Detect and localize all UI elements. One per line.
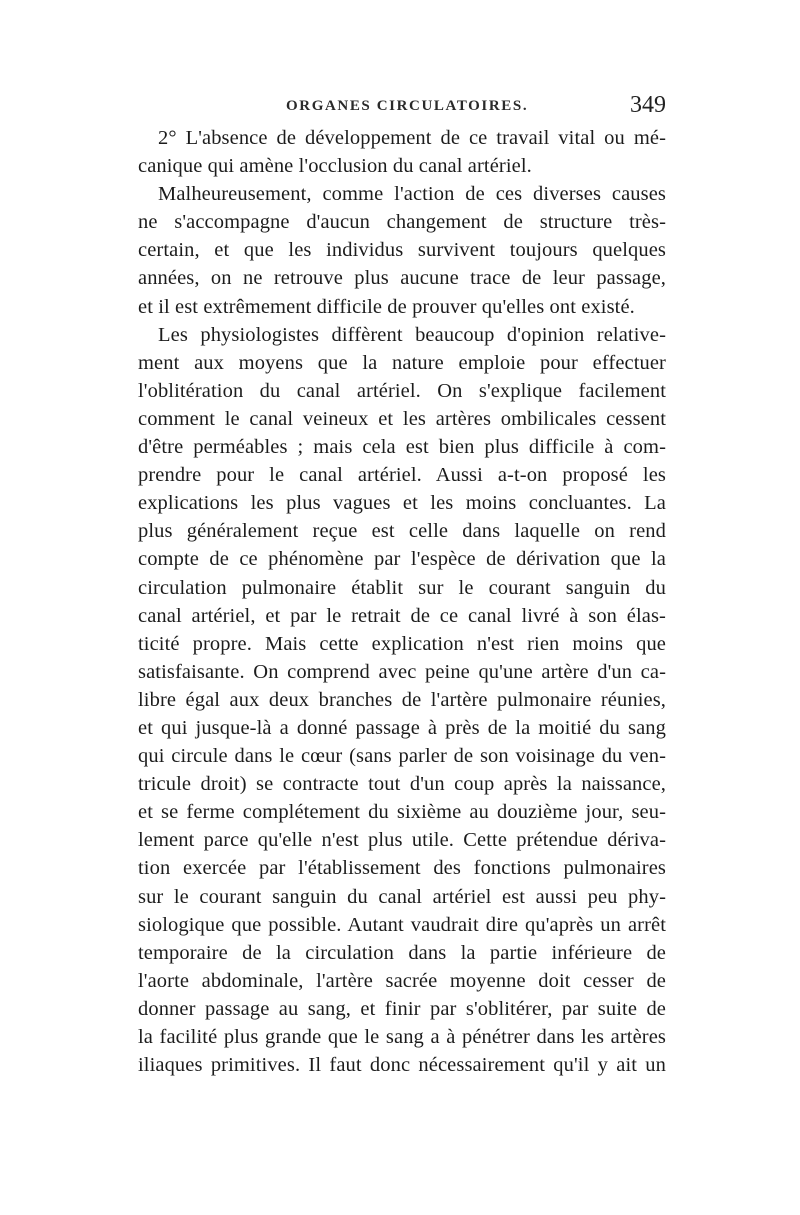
text-line: tion exercée par l'établissement des fonctions pulmonaires bbox=[138, 857, 666, 880]
running-head bbox=[138, 92, 666, 120]
text-line: l'aorte abdominale, l'artère sacrée moyenne doit cesser de bbox=[138, 969, 666, 992]
text-line: 2° L'absence de développement de ce travail vital ou mé- bbox=[158, 127, 666, 149]
text-line: explications les plus vagues et les moins concluantes. La bbox=[138, 492, 666, 515]
text-line: années, on ne retrouve plus aucune trace de leur passage, bbox=[138, 267, 666, 290]
text-line: lement parce qu'elle n'est plus utile. Cette prétendue dériva- bbox=[138, 829, 666, 852]
text-line: Malheureusement, comme l'action de ces diverses causes bbox=[158, 183, 666, 206]
text-line: canique qui amène l'occlusion du canal artériel. bbox=[138, 155, 532, 178]
text-line: compte de ce phénomène par l'espèce de dérivation que la bbox=[138, 548, 666, 571]
text-line: ne s'accompagne d'aucun changement de structure très- bbox=[138, 211, 666, 234]
text-line: ment aux moyens que la nature emploie pour effectuer bbox=[138, 351, 666, 374]
text-line: Les physiologistes diffèrent beaucoup d'opinion relative- bbox=[158, 323, 666, 346]
text-line: la facilité plus grande que le sang a à pénétrer dans les artères bbox=[138, 1026, 666, 1048]
text-line: et se ferme complétement du sixième au douzième jour, seu- bbox=[138, 801, 666, 824]
text-line: siologique que possible. Autant vaudrait dire qu'après un arrêt bbox=[138, 913, 666, 936]
text-line: l'oblitération du canal artériel. On s'explique facilement bbox=[138, 379, 666, 402]
text-line: certain, et que les individus survivent toujours quelques bbox=[138, 239, 666, 262]
text-line: canal artériel, et par le retrait de ce canal livré à son élas- bbox=[138, 604, 666, 627]
text-line: libre égal aux deux branches de l'artère pulmonaire réunies, bbox=[138, 688, 666, 711]
text-line: sur le courant sanguin du canal artériel est aussi peu phy- bbox=[138, 885, 666, 908]
text-line: satisfaisante. On comprend avec peine qu'une artère d'un ca- bbox=[138, 660, 666, 683]
text-line: tricule droit) se contracte tout d'un coup après la naissance, bbox=[138, 773, 666, 796]
text-line: prendre pour le canal artériel. Aussi a-t-on proposé les bbox=[138, 464, 666, 487]
text-line: comment le canal veineux et les artères ombilicales cessent bbox=[138, 407, 666, 430]
body-text bbox=[138, 124, 666, 1079]
text-line: et qui jusque-là a donné passage à près de la moitié du sang bbox=[138, 716, 666, 739]
running-title: ORGANES CIRCULATOIRES. bbox=[286, 98, 529, 114]
text-line: plus généralement reçue est celle dans laquelle on rend bbox=[138, 520, 666, 543]
text-line: iliaques primitives. Il faut donc nécessairement qu'il y ait un bbox=[138, 1054, 666, 1077]
text-line: et il est extrêmement difficile de prouver qu'elles ont existé. bbox=[138, 295, 635, 318]
text-line: qui circule dans le cœur (sans parler de son voisinage du ven- bbox=[138, 745, 666, 768]
text-line: d'être perméables ; mais cela est bien plus difficile à com- bbox=[138, 436, 666, 459]
text-line: donner passage au sang, et finir par s'oblitérer, par suite de bbox=[138, 997, 666, 1020]
page-number: 349 bbox=[630, 92, 666, 118]
text-line: temporaire de la circulation dans la partie inférieure de bbox=[138, 941, 666, 964]
text-line: ticité propre. Mais cette explication n'est rien moins que bbox=[138, 632, 666, 655]
text-line: circulation pulmonaire établit sur le courant sanguin du bbox=[138, 576, 666, 599]
